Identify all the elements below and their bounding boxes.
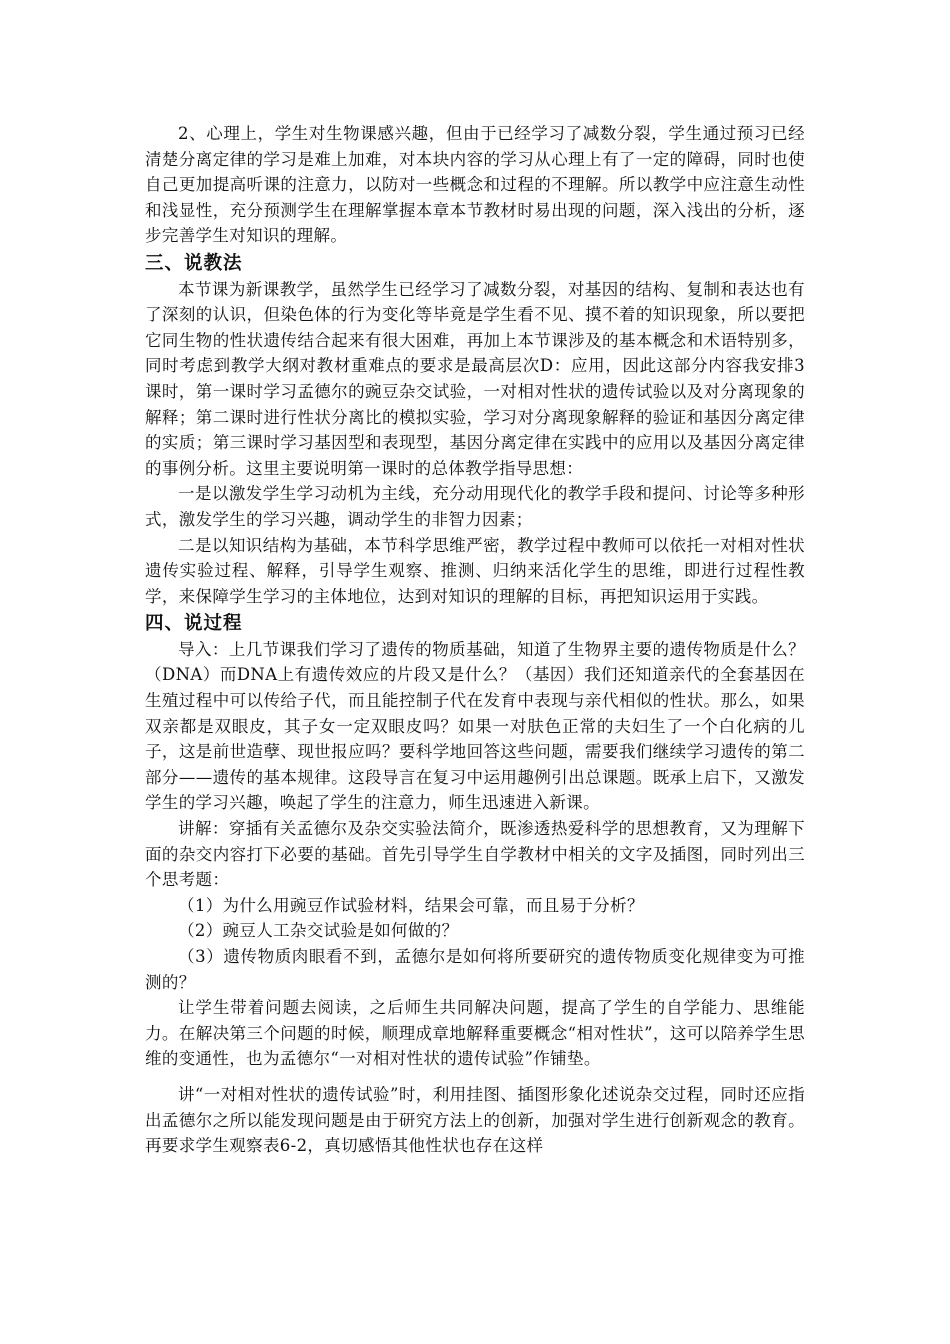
document-page [145,121,805,1159]
paragraph-introduction: 导入：上几节课我们学习了遗传的物质基础，知道了生物界主要的遗传物质是什么？（DNA）而DNA上有遗传效应的片段又是什么？（基因）我们还知道亲代的全套基因在生殖过程中可以传给子代，而且能控制子代在发育中表现与亲代相似的性状。那么，如果双亲都是双眼皮，其子女一定双眼皮吗？如果一对肤色正常的夫妇生了一个白化病的儿子，这是前世造孽、现世报应吗？要科学地回答这些问题，需要我们继续学习遗传的第二部分——遗传的基本规律。这段导言在复习中运用趣例引出总课题。既承上启下，又激发学生的学习兴趣，唤起了学生的注意力，师生迅速进入新课。 [145,639,805,813]
paragraph-teaching-principle-2: 二是以知识结构为基础，本节科学思维严密，教学过程中教师可以依托一对相对性状遗传实验过程、解释，引导学生观察、推测、归纳来活化学生的思维，即进行过程性教学，来保障学生学习的主体地位，达到对知识的理解的目标，再把知识运用于实践。 [145,535,805,606]
paragraph-gap [145,1072,805,1082]
paragraph-explanation: 讲解：穿插有关孟德尔及杂交实验法简介，既渗透热爱科学的思想教育，又为理解下面的杂交内容打下必要的基础。首先引导学生自学教材中相关的文字及插图，同时列出三个思考题： [145,819,805,890]
question-item-1: （1）为什么用豌豆作试验材料，结果会可靠，而且易于分析？ [178,895,644,915]
section-heading-teaching-method: 三、说教法 [145,252,243,274]
question-item-3: （3）遗传物质肉眼看不到，孟德尔是如何将所要研究的遗传物质变化规律变为可推测的？ [145,947,805,992]
paragraph-psychology: 2、心理上，学生对生物课感兴趣，但由于已经学习了减数分裂，学生通过预习已经清楚分离定律的学习是难上加难，对本块内容的学习从心理上有了一定的障碍，同时也使自己更加提高听课的注意力，以防对一些概念和过程的不理解。所以教学中应注意生动性和浅显性，充分预测学生在理解掌握本章本节教材时易出现的问题，深入浅出的分析，逐步完善学生对知识的理解。 [145,124,805,246]
paragraph-teaching-method-intro: 本节课为新课教学，虽然学生已经学习了减数分裂，对基因的结构、复制和表达也有了深刻的认识，但染色体的行为变化等毕竟是学生看不见、摸不着的知识现象，所以要把它同生物的性状遗传结合起来有很大困难，再加上本节课涉及的基本概念和术语特别多，同时考虑到教学大纲对教材重难点的要求是最高层次D：应用，因此这部分内容我安排3课时，第一课时学习孟德尔的豌豆杂交试验，一对相对性状的遗传试验以及对分离现象的解释；第二课时进行性状分离比的模拟实验，学习对分离现象解释的验证和基因分离定律的实质；第三课时学习基因型和表现型，基因分离定律在实践中的应用以及基因分离定律的事例分析。这里主要说明第一课时的总体教学指导思想： [145,279,805,478]
paragraph-after-questions: 让学生带着问题去阅读，之后师生共同解决问题，提高了学生的自学能力、思维能力。在解决第三个问题的时候，顺理成章地解释重要概念“相对性状”，这可以陪养学生思维的变通性，也为孟德尔“一对相对性状的遗传试验”作铺垫。 [145,998,805,1069]
paragraph-one-trait-experiment: 讲“一对相对性状的遗传试验”时，利用挂图、插图形象化述说杂交过程，同时还应指出孟德尔之所以能发现问题是由于研究方法上的创新，加强对学生进行创新观念的教育。再要求学生观察表6-2，真切感悟其他性状也存在这样 [145,1084,805,1156]
question-item-2: （2）豌豆人工杂交试验是如何做的？ [178,921,459,941]
paragraph-teaching-principle-1: 一是以激发学生学习动机为主线，充分动用现代化的教学手段和提问、讨论等多种形式，激发学生的学习兴趣，调动学生的非智力因素； [145,484,805,529]
section-heading-process: 四、说过程 [145,613,243,635]
